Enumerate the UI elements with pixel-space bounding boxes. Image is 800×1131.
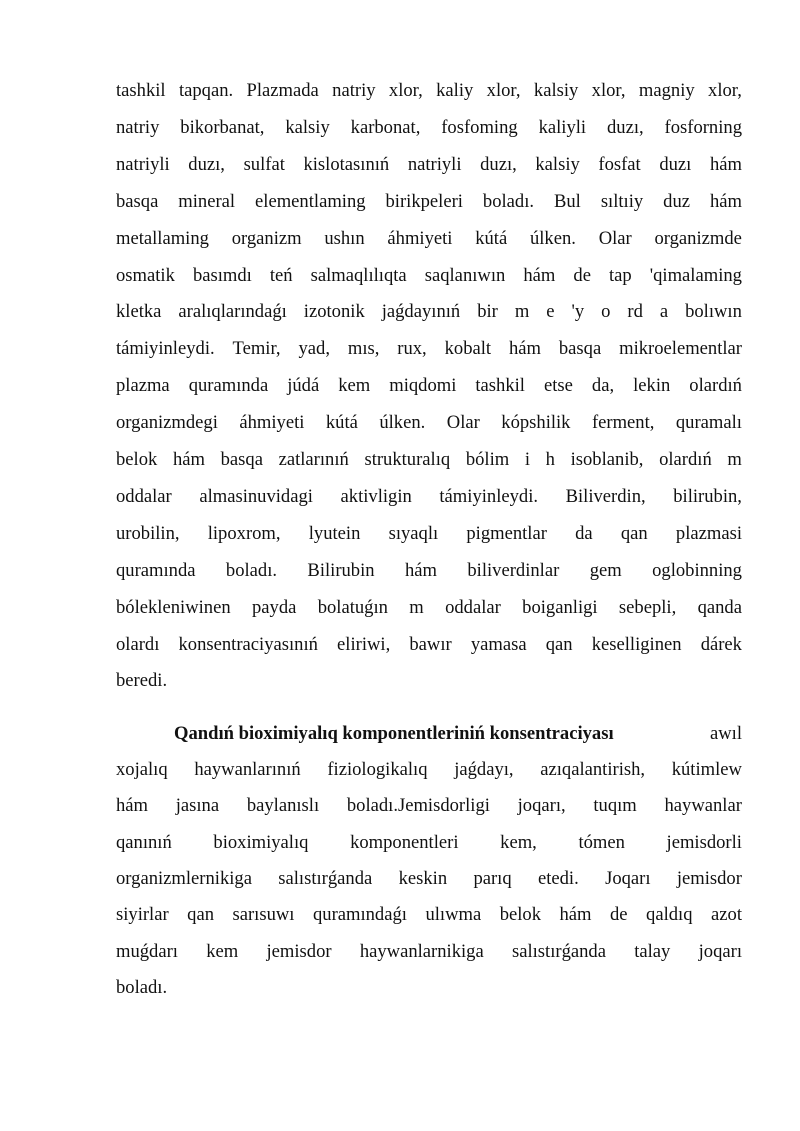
paragraph-1-line: olardı konsentraciyasınıń eliriwi, bawır yamasa qan keselliginen dárek bbox=[116, 633, 742, 655]
paragraph-1-line: quramında boladı. Bilirubin hám biliverdinlar gem oglobinning bbox=[116, 559, 742, 581]
paragraph-1-line: oddalar almasinuvidagi aktivligin támiyinleydi. Biliverdin, bilirubin, bbox=[116, 485, 742, 507]
paragraph-1-line: metallaming organizm ushın áhmiyeti kútá úlken. Olar organizmde bbox=[116, 227, 742, 249]
paragraph-2-line: qanınıń bioximiyalıq komponentleri kem, tómen jemisdorli bbox=[116, 831, 742, 853]
paragraph-1-line: kletka aralıqlarındaǵı izotonik jaǵdayınıń bir m e 'y o rd a bolıwın bbox=[116, 301, 742, 323]
paragraph-1-line: belok hám basqa zatlarınıń strukturalıq bólim i h isoblanib, olardıń m bbox=[116, 449, 742, 470]
paragraph-1-line: támiyinleydi. Temir, yad, mıs, rux, kobalt hám basqa mikroelementlar bbox=[116, 338, 742, 360]
paragraph-1-line: natriyli duzı, sulfat kislotasınıń natriyli duzı, kalsiy fosfat duzı hám bbox=[116, 153, 742, 175]
paragraph-1-line: tashkil tapqan. Plazmada natriy xlor, kaliy xlor, kalsiy xlor, magniy xlor, bbox=[116, 80, 742, 101]
paragraph-2-line: siyirlar qan sarısuwı quramındaǵı ulıwma belok hám de qaldıq azot bbox=[116, 904, 742, 926]
paragraph-2-line: xojalıq haywanlarınıń fiziologikalıq jaǵdayı, azıqalantirish, kútimlew bbox=[116, 759, 742, 780]
paragraph-1-line: organizmdegi áhmiyeti kútá úlken. Olar kópshilik ferment, quramalı bbox=[116, 412, 742, 434]
paragraph-1-line: osmatik basımdı teń salmaqlılıqta saqlanıwın hám de tap 'qimalaming bbox=[116, 264, 742, 286]
paragraph-2-line: organizmlernikiga salıstırǵanda keskin parıq etedi. Joqarı jemisdor bbox=[116, 867, 742, 889]
first-line-rest: awıl bbox=[709, 723, 742, 744]
bold-lead-text: Qandıń bioximiyalıq komponentleriniń konsentraciyası bbox=[174, 723, 614, 744]
paragraph-1-line: plazma quramında júdá kem miqdomi tashkil etse da, lekin olardıń bbox=[116, 375, 742, 397]
paragraph-2-line: hám jasına baylanıslı boladı.Jemisdorligi joqarı, tuqım haywanlar bbox=[116, 795, 742, 817]
paragraph-1-line: beredi. bbox=[116, 670, 168, 692]
paragraph-1-line: basqa mineral elementlaming birikpeleri boladı. Bul sıltıiy duz hám bbox=[116, 190, 742, 212]
paragraph-1-line: natriy bikorbanat, kalsiy karbonat, fosfoming kaliyli duzı, fosforning bbox=[116, 116, 742, 138]
paragraph-2-line: muǵdarı kem jemisdor haywanlarnikiga salıstırǵanda talay joqarı bbox=[116, 940, 742, 962]
paragraph-2-first-line bbox=[116, 722, 742, 746]
paragraph-2-line: boladı. bbox=[116, 976, 168, 998]
paragraph-1-line: bólekleniwinen payda bolatuǵın m oddalar boiganligi sebepli, qanda bbox=[116, 596, 742, 618]
paragraph-1-line: urobilin, lipoxrom, lyutein sıyaqlı pigmentlar da qan plazmasi bbox=[116, 522, 742, 544]
